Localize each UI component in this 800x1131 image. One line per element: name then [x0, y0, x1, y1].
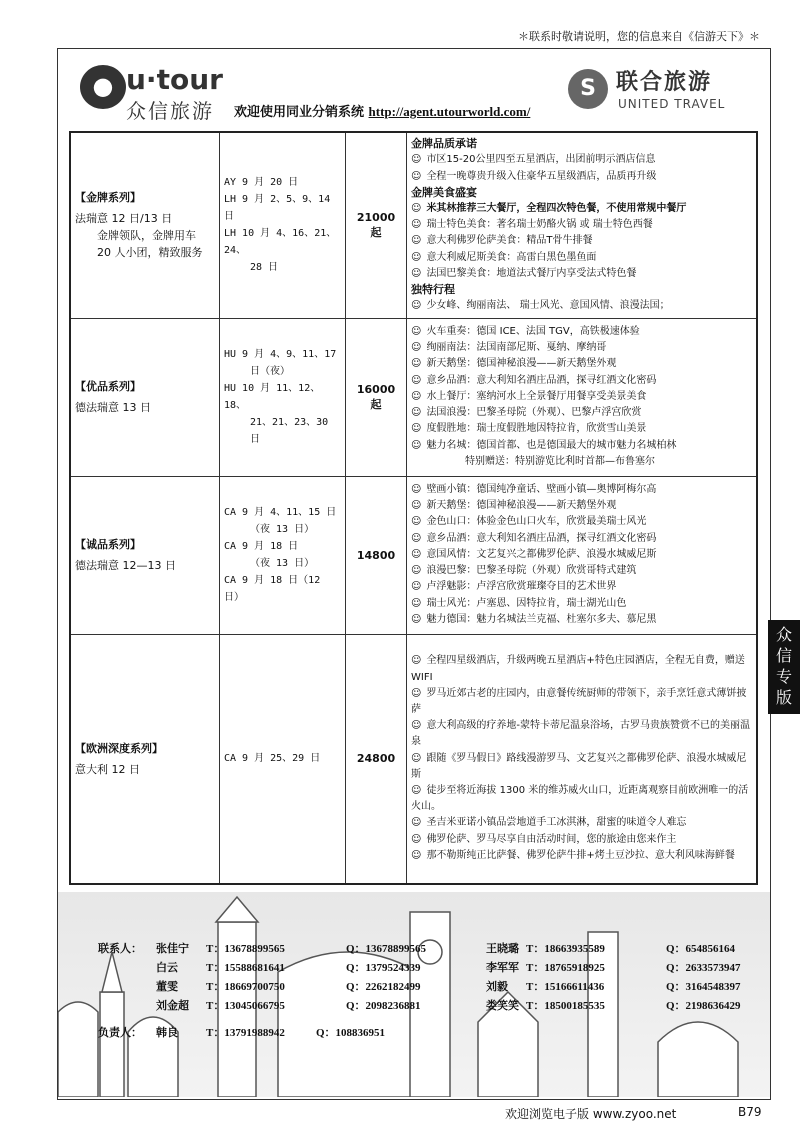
series-title: 【欧洲深度系列】 — [75, 741, 163, 755]
contact-name: 王晓璐 — [486, 943, 519, 955]
feature-item — [411, 169, 752, 185]
departure-date: LH 9 月 2、5、9、14 日 — [224, 194, 331, 223]
contact-name: 张佳宁 — [156, 943, 189, 955]
smiley-icon: ☺ — [411, 687, 422, 699]
feature-item — [411, 324, 752, 340]
feature-text: 金色山口：体验金色山口火车，欣赏最美瑞士风光 — [426, 516, 647, 528]
contact-phone[interactable]: T：15166611436 — [526, 981, 605, 993]
united-travel-logo — [568, 65, 748, 119]
feature-item — [411, 217, 752, 233]
price-cell: 24800 — [346, 634, 407, 884]
smiley-icon: ☺ — [411, 300, 422, 312]
smiley-icon: ☺ — [411, 655, 422, 667]
dates-cell — [220, 476, 346, 634]
feature-text: 瑞士风光：卢塞恩、因特拉肯，瑞士湖光山色 — [426, 597, 627, 609]
feature-item — [411, 686, 752, 718]
smiley-icon: ☺ — [411, 817, 422, 829]
header — [58, 49, 770, 129]
route-line: 法瑞意 12 日/13 日 — [75, 212, 173, 226]
departure-date: HU 9 月 4、9、11、17 — [224, 349, 337, 360]
price-cell: 21000 起 — [346, 132, 407, 318]
features-cell — [407, 132, 758, 318]
feature-item — [411, 421, 752, 437]
contact-qq[interactable]: Q：2262182499 — [346, 981, 421, 993]
contact-qq[interactable]: Q：654856164 — [666, 943, 736, 955]
feature-item — [411, 751, 752, 783]
feature-text: 米其林推荐三大餐厅，全程四次特色餐，不使用常规中餐厅 — [426, 202, 687, 214]
feature-text: 法国浪漫：巴黎圣母院（外观）、巴黎卢浮宫欣赏 — [426, 407, 642, 419]
ebook-welcome: 欢迎浏览电子版 www.zyoo.net — [505, 1107, 677, 1121]
contact-qq[interactable]: Q：2098236881 — [346, 1000, 421, 1012]
feature-item — [411, 718, 752, 750]
feature-heading: 独特行程 — [411, 282, 455, 296]
smiley-icon: ☺ — [411, 154, 422, 166]
feature-heading: 金牌品质承诺 — [411, 137, 477, 151]
feature-item — [411, 340, 752, 356]
departure-date: HU 10 月 11、12、18、 — [224, 383, 321, 411]
manager-name: 韩良 — [156, 1027, 178, 1039]
series-title: 【优品系列】 — [75, 380, 141, 393]
departure-date: 21、21、23、30 日 — [250, 417, 329, 445]
smiley-icon: ☺ — [411, 720, 422, 732]
feature-text: 新天鹅堡：德国神秘浪漫——新天鹅堡外观 — [426, 500, 617, 512]
feature-text: 火车重奏：德国 ICE、法国 TGV，高铁极速体验 — [426, 326, 640, 338]
feature-text: 意大利威尼斯美食：高雷白黑色墨鱼面 — [426, 251, 597, 263]
smiley-icon: ☺ — [411, 390, 422, 402]
agent-url-link[interactable]: http://agent.utourworld.com/ — [368, 104, 531, 119]
contact-name: 刘金超 — [156, 1000, 189, 1012]
contact-phone[interactable]: T：13045066795 — [206, 1000, 285, 1012]
smiley-icon: ☺ — [411, 358, 422, 370]
departure-date: （夜 13 日） — [250, 558, 315, 569]
series-cell — [70, 318, 220, 476]
feature-item — [411, 563, 752, 579]
smiley-icon: ☺ — [411, 423, 422, 435]
feature-text: 意大利佛罗伦萨美食：精品T骨牛排餐 — [426, 235, 593, 247]
utour-logo — [80, 61, 240, 121]
feature-text: 那不勒斯纯正比萨餐、佛罗伦萨牛排+烤土豆沙拉、意大利风味海鲜餐 — [426, 849, 735, 861]
feature-item — [411, 250, 752, 266]
smiley-icon: ☺ — [411, 597, 422, 609]
smiley-icon: ☺ — [411, 326, 422, 338]
feature-text: 度假胜地：瑞士度假胜地因特拉肯，欣赏雪山美景 — [426, 423, 647, 435]
smiley-icon: ☺ — [411, 439, 422, 451]
dates-cell — [220, 318, 346, 476]
feature-item — [411, 389, 752, 405]
smiley-icon: ☺ — [411, 785, 422, 797]
feature-text: 水上餐厅：塞纳河水上全景餐厅用餐享受美景美食 — [426, 390, 647, 402]
feature-item — [411, 547, 752, 563]
smiley-icon: ☺ — [411, 342, 422, 354]
side-tab-char: 专 — [775, 667, 792, 686]
departure-date: LH 10 月 4、16、21、24、 — [224, 228, 337, 257]
contact-name: 李军军 — [486, 962, 519, 974]
utour-wordmark: u·tour — [126, 63, 223, 96]
price-cell: 14800 — [346, 476, 407, 634]
side-tab-char: 众 — [775, 625, 792, 644]
manager-label: 负责人： — [98, 1027, 142, 1039]
contact-label: 联系人： — [98, 943, 142, 955]
contact-name: 刘毅 — [486, 981, 508, 993]
contact-phone[interactable]: T：18500185535 — [526, 1000, 605, 1012]
feature-item — [411, 373, 752, 389]
smiley-icon: ☺ — [411, 532, 422, 544]
contact-name: 娄笑笑 — [486, 1000, 519, 1012]
smiley-icon: ☺ — [411, 219, 422, 231]
feature-text: 意国风情：文艺复兴之都佛罗伦萨、浪漫水城威尼斯 — [426, 548, 657, 560]
feature-item — [411, 152, 752, 168]
feature-text: 跟随《罗马假日》路线漫游罗马、文艺复兴之都佛罗伦萨、浪漫水城威尼斯 — [411, 752, 747, 780]
feature-text: 魅力名城：德国首都、也是德国最大的城市魅力名城柏林 — [426, 439, 677, 451]
contact-qq[interactable]: Q：3164548397 — [666, 981, 741, 993]
feature-item — [411, 531, 752, 547]
departure-date: 28 日 — [250, 262, 279, 274]
landmark-skyline-illustration — [58, 892, 770, 1097]
feature-item — [411, 653, 752, 685]
page-number: B79 — [738, 1105, 762, 1119]
contact-qq[interactable]: Q：13678899565 — [346, 943, 427, 955]
series-cell — [70, 634, 220, 884]
departure-date: 日（夜） — [250, 366, 290, 377]
feature-item — [411, 201, 752, 217]
tour-row — [70, 476, 757, 634]
feature-heading: 金牌美食盛宴 — [411, 185, 477, 199]
contact-footer — [58, 892, 770, 1097]
united-travel-en: UNITED TRAVEL — [618, 97, 726, 111]
route-line: 20 人小团，精致服务 — [97, 246, 203, 260]
top-note: ＊联系时敬请说明，您的信息来自《信游天下》＊ — [518, 30, 760, 43]
feature-text: 瑞士特色美食：著名瑞士奶酪火锅 或 瑞士特色西餐 — [426, 219, 653, 231]
feature-text: 市区15-20公里四至五星酒店，出团前明示酒店信息 — [426, 154, 656, 166]
feature-text: 卢浮魅影：卢浮宫欣赏璀璨夺目的艺术世界 — [426, 581, 617, 593]
feature-text: 意大利高级的疗养地-蒙特卡蒂尼温泉浴场，古罗马贵族赞赏不已的美丽温泉 — [411, 720, 751, 748]
features-cell — [407, 634, 758, 884]
series-cell — [70, 132, 220, 318]
features-cell — [407, 476, 758, 634]
departure-date: CA 9 月 4、11、15 日 — [224, 507, 337, 518]
feature-text: 意乡品酒：意大利知名酒庄品酒，探寻红酒文化密码 — [426, 374, 657, 386]
feature-text: 新天鹅堡：德国神秘浪漫——新天鹅堡外观 — [426, 358, 617, 370]
page-frame — [57, 48, 771, 1100]
departure-date: CA 9 月 18 日（12 日） — [224, 575, 321, 603]
feature-item — [411, 579, 752, 595]
features-cell — [407, 318, 758, 476]
manager-phone[interactable]: T：13791988942 — [206, 1027, 285, 1039]
side-tab-char: 版 — [775, 688, 792, 707]
feature-item — [411, 298, 752, 314]
feature-item — [411, 783, 752, 815]
smiley-icon: ☺ — [411, 170, 422, 182]
feature-item — [411, 612, 752, 628]
feature-text: 全程四星级酒店，升级两晚五星酒店+特色庄园酒店，全程无自费，赠送WIFI — [411, 655, 745, 683]
side-tab-zhongxin — [768, 620, 800, 714]
feature-text: 法国巴黎美食：地道法式餐厅内享受法式特色餐 — [426, 267, 637, 279]
smiley-icon: ☺ — [411, 833, 422, 845]
smiley-icon: ☺ — [411, 235, 422, 247]
smiley-icon: ☺ — [411, 849, 422, 861]
tour-row — [70, 634, 757, 884]
contact-phone[interactable]: T：13678899565 — [206, 943, 285, 955]
route-line: 意大利 12 日 — [75, 762, 140, 776]
smiley-icon: ☺ — [411, 565, 422, 577]
feature-item — [411, 405, 752, 421]
feature-item — [411, 482, 752, 498]
smiley-icon: ☺ — [411, 374, 422, 386]
united-travel-cn: 联合旅游 — [616, 70, 713, 95]
feature-text: 意乡品酒：意大利知名酒庄品酒，探寻红酒文化密码 — [426, 532, 657, 544]
departure-date: CA 9 月 25、29 日 — [224, 753, 321, 765]
welcome-line — [234, 101, 530, 120]
speech-bubble-icon: ● — [80, 65, 126, 109]
dates-cell — [220, 634, 346, 884]
feature-item — [411, 498, 752, 514]
series-title: 【金牌系列】 — [75, 191, 141, 205]
feature-text: 浪漫巴黎：巴黎圣母院（外观）欣赏哥特式建筑 — [426, 565, 637, 577]
series-title: 【诚品系列】 — [75, 538, 141, 551]
dates-cell — [220, 132, 346, 318]
smiley-icon: ☺ — [411, 251, 422, 263]
price-cell: 16000 起 — [346, 318, 407, 476]
feature-item — [411, 266, 752, 282]
series-cell — [70, 476, 220, 634]
route-line: 金牌领队，金牌用车 — [97, 229, 196, 243]
departure-date: AY 9 月 20 日 — [224, 177, 299, 189]
feature-text: 徒步至将近海拔 1300 米的维苏威火山口，近距离观察目前欧洲唯一的活火山。 — [411, 785, 749, 813]
contact-name: 董雯 — [156, 981, 178, 993]
feature-item — [411, 832, 752, 848]
route-line: 德法瑞意 13 日 — [75, 401, 151, 414]
feature-note: 特别赠送：特别游览比利时首都—布鲁塞尔 — [465, 455, 655, 467]
departure-date: （夜 13 日） — [250, 524, 315, 535]
route-line: 德法瑞意 12—13 日 — [75, 559, 176, 572]
welcome-text: 欢迎使用同业分销系统 — [234, 105, 365, 120]
departure-date: CA 9 月 18 日 — [224, 541, 299, 552]
smiley-icon: ☺ — [411, 752, 422, 764]
contact-qq[interactable]: Q：2198636429 — [666, 1000, 741, 1012]
manager-qq[interactable]: Q：108836951 — [316, 1027, 386, 1039]
tour-row — [70, 318, 757, 476]
feature-text: 绚丽南法：法国南部尼斯、戛纳、摩纳哥 — [426, 342, 607, 354]
feature-text: 壁画小镇：德国纯净童话、壁画小镇—奥博阿梅尔高 — [426, 484, 657, 496]
contact-phone[interactable]: T：18765918925 — [526, 962, 605, 974]
feature-item — [411, 815, 752, 831]
contact-phone[interactable]: T：18669700750 — [206, 981, 285, 993]
smiley-icon: ☺ — [411, 548, 422, 560]
feature-item — [411, 596, 752, 612]
united-travel-ring-icon: S — [568, 69, 608, 109]
feature-item — [411, 514, 752, 530]
contact-qq[interactable]: Q：1379524339 — [346, 962, 421, 974]
feature-item — [411, 848, 752, 864]
tour-table — [69, 131, 758, 885]
smiley-icon: ☺ — [411, 484, 422, 496]
utour-cn-name: 众信旅游 — [126, 99, 214, 123]
smiley-icon: ☺ — [411, 267, 422, 279]
feature-text: 少女峰、绚丽南法、 瑞士风光、意国风情、浪漫法国； — [426, 300, 670, 312]
feature-text: 魅力德国：魅力名城法兰克福、杜塞尔多夫、慕尼黑 — [426, 613, 657, 625]
contact-name: 白云 — [156, 962, 178, 974]
smiley-icon: ☺ — [411, 581, 422, 593]
feature-text: 全程一晚尊贵升级入住豪华五星级酒店，品质再升级 — [426, 170, 657, 182]
feature-text: 罗马近郊古老的庄园内，由意餐传统厨师的带领下，亲手烹饪意式薄饼披萨 — [411, 687, 747, 716]
side-tab-char: 信 — [775, 646, 792, 665]
feature-text: 圣吉米亚诺小镇品尝地道手工冰淇淋，甜蜜的味道令人难忘 — [426, 817, 687, 829]
tour-row — [70, 132, 757, 318]
feature-text: 佛罗伦萨、罗马尽享自由活动时间，您的旅途由您来作主 — [426, 833, 677, 845]
smiley-icon: ☺ — [411, 516, 422, 528]
contact-phone[interactable]: T：18663935589 — [526, 943, 605, 955]
feature-item — [411, 233, 752, 249]
feature-item — [411, 356, 752, 372]
smiley-icon: ☺ — [411, 500, 422, 512]
smiley-icon: ☺ — [411, 613, 422, 625]
contact-phone[interactable]: T：15588681641 — [206, 962, 285, 974]
contact-qq[interactable]: Q：2633573947 — [666, 962, 741, 974]
smiley-icon: ☺ — [411, 202, 422, 214]
feature-item — [411, 438, 752, 454]
smiley-icon: ☺ — [411, 407, 422, 419]
